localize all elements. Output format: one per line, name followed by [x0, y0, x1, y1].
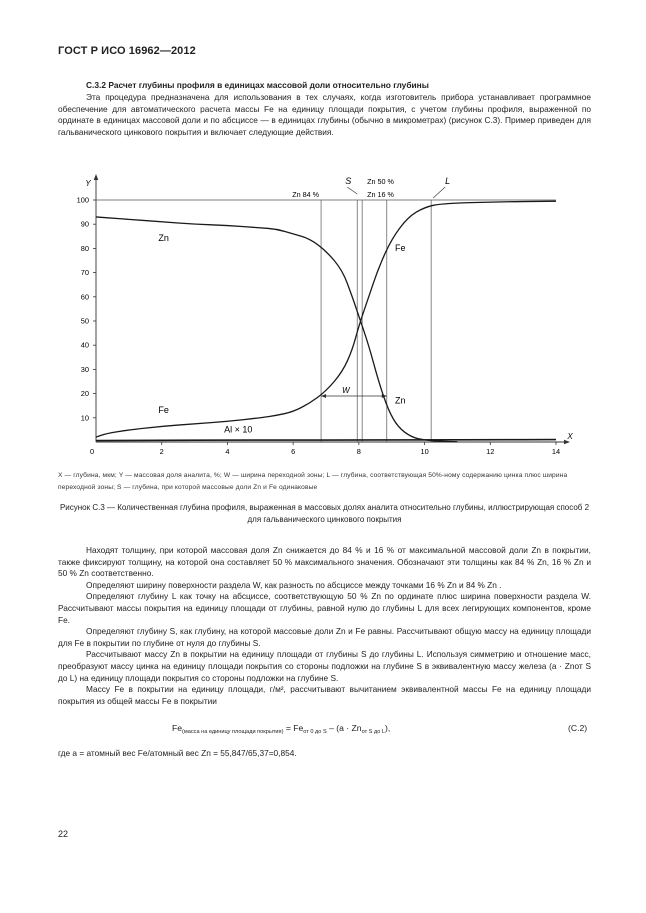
marker-label-zn50: Zn 50 %	[367, 177, 394, 186]
y-tick-label: 60	[80, 292, 89, 302]
x-axis-title: X	[567, 432, 573, 441]
section-intro: Эта процедура предназначена для использования в тех случаях, когда изготовитель прибора устанавливает программное обеспечение для автоматического расчета массы Fe на единицу площади покрытия, с учетом глубины профиля, выраженной по ординате в единицах массовой доли и по абсциссе — в единицах глубины (обычно в микрометрах) (рисунок С.3). Пример приведен для гальванического цинкового покрытия и включает следующие действия.	[58, 92, 591, 137]
marker-label-s: S	[345, 176, 352, 186]
y-tick-label: 80	[80, 243, 89, 253]
marker-label-l: L	[445, 176, 451, 186]
formula-where: где a = атомный вес Fe/атомный вес Zn = 55,847/65,37=0,854.	[58, 748, 297, 758]
formula-c2	[172, 723, 390, 735]
series-label-al: Al × 10	[224, 424, 253, 435]
y-axis-arrow	[94, 174, 99, 180]
y-tick-label: 30	[80, 364, 89, 374]
procedure-steps	[58, 545, 591, 707]
series-label-zn-right: Zn	[395, 395, 406, 406]
x-tick-label: 0	[89, 447, 95, 456]
series-label-zn: Zn	[158, 233, 169, 244]
marker-leader-l	[433, 187, 445, 198]
y-tick-label: 20	[80, 389, 89, 399]
width-label: W	[342, 386, 350, 396]
formula-lhs: Fe	[172, 723, 183, 733]
marker-leader-s	[347, 187, 357, 194]
x-tick-label: 6	[291, 447, 296, 456]
standard-header: ГОСТ Р ИСО 16962—2012	[58, 45, 196, 57]
y-tick-label: 100	[76, 195, 89, 205]
formula-end: ),	[385, 723, 391, 733]
step-paragraph: Определяют глубину L как точку на абсциссе, соответствующую 50 % Zn по ординате плюс ширина поверхности раздела W. Рассчитывают массы покрытия на единицу площади от глубины, равной нулю до глубины L для всех легирующих компонентов, кроме Fe.	[58, 591, 591, 625]
x-tick-label: 8	[356, 447, 361, 456]
depth-profile-chart	[58, 166, 591, 466]
y-tick-label: 70	[80, 268, 89, 278]
step-paragraph: Определяют глубину S, как глубину, на которой массовые доли Zn и Fe равны. Рассчитывают общую массу на единицу площади для Fe в покрытии по глубине от нуля до глубины S.	[58, 626, 591, 648]
formula-sub-1: от 0 до S	[303, 729, 327, 735]
step-paragraph: Находят толщину, при которой массовая доля Zn снижается до 84 % и 16 % от максимальной массовой доли Zn в покрытии, также фиксируют толщину, на которой она составляет 50 % максимального значения. Обозначают эти толщины как 84 % Zn, 16 % Zn и 50 % Zn соответственно.	[58, 545, 591, 579]
formula-number: (С.2)	[568, 723, 588, 733]
formula-lhs-sub: (масса на единицу площади покрытия)	[182, 729, 284, 735]
y-tick-label: 50	[80, 316, 89, 326]
marker-label-zn16: Zn 16 %	[367, 190, 394, 199]
x-tick-label: 10	[420, 447, 429, 456]
page-number: 22	[58, 829, 69, 839]
x-tick-label: 4	[225, 447, 230, 456]
formula-sub-2: от S до L	[361, 729, 386, 735]
y-axis-title: Y	[85, 179, 91, 188]
step-paragraph: Рассчитывают массу Zn в покрытии на единицу площади от глубины S до глубины L. Используя симметрию и отношение масс, преобразуют массу цинка на единицу площади покрытия со стороны подложки на глубине S в эквивалентную массу железа (a · Znот S до L) на единицу площади покрытия со стороны подложки на глубине S.	[58, 649, 591, 683]
series-label-fe-right: Fe	[395, 242, 406, 253]
y-tick-label: 40	[80, 340, 89, 350]
step-paragraph: Определяют ширину поверхности раздела W, как разность по абсциссе между точками 16 % Zn и 84 % Zn .	[86, 579, 502, 590]
x-tick-label: 12	[486, 447, 495, 456]
formula-eq: = Fe	[283, 723, 304, 733]
figure-legend: X — глубина, мкм; Y — массовая доля аналита, %; W — ширина переходной зоны; L — глубина, соответствующая 50%-ному содержанию цинка плюс ширина переходной зоны; S — глубина, при которой массовые доли Zn и Fe одинаковые	[58, 472, 568, 491]
series-label-fe: Fe	[158, 404, 169, 415]
y-tick-label: 10	[80, 413, 89, 423]
y-tick-label: 90	[80, 219, 89, 229]
marker-label-zn84: Zn 84 %	[292, 190, 320, 199]
figure-caption: Рисунок С.3 — Количественная глубина профиля, выраженная в массовых долях аналита относительно глубины, иллюстрирующая способ 2 для гальванического цинкового покрытия	[59, 503, 590, 524]
step-paragraph: Массу Fe в покрытии на единицу площади, г/м², рассчитывают вычитанием эквивалентной массы Fe на единицу площади покрытия из общей массы Fe в покрытии	[58, 684, 591, 706]
section-title: С.3.2 Расчет глубины профиля в единицах массовой доли относительно глубины	[86, 80, 429, 90]
x-tick-label: 2	[159, 447, 164, 456]
series-line-2	[96, 440, 556, 441]
formula-mid: – (a · Zn	[326, 723, 362, 733]
x-tick-label: 14	[551, 447, 561, 456]
